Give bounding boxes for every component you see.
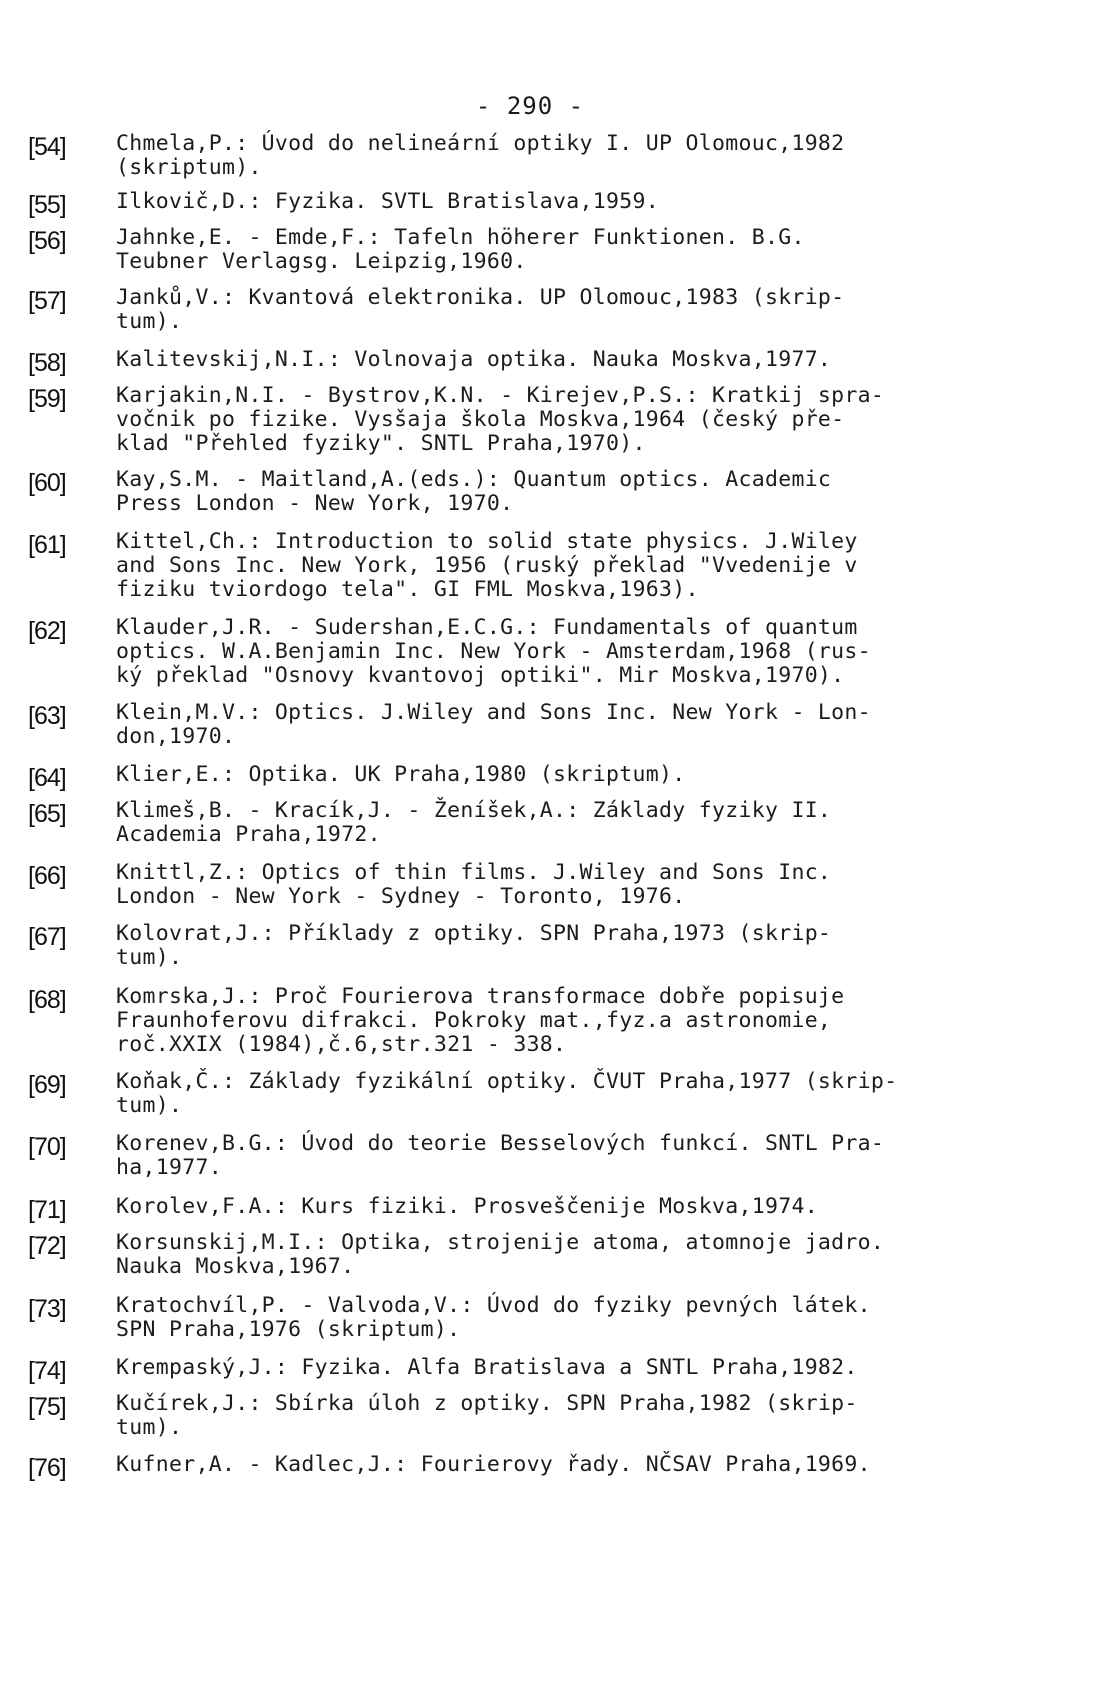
reference-entry xyxy=(28,226,1068,274)
page-number: - 290 - xyxy=(475,92,585,120)
reference-number: [63] xyxy=(28,702,66,730)
reference-entry xyxy=(28,616,1068,688)
reference-list xyxy=(28,132,1068,1480)
reference-number: [70] xyxy=(28,1133,66,1161)
reference-entry xyxy=(28,384,1068,456)
reference-text: Kalitevskij,N.I.: Volnovaja optika. Nauka Moskva,1977. xyxy=(116,347,832,372)
reference-text: Koňak,Č.: Základy fyzikální optiky. ČVUT Praha,1977 (skrip- tum). xyxy=(116,1069,898,1118)
reference-number: [72] xyxy=(28,1232,66,1260)
reference-entry xyxy=(28,348,1068,375)
reference-text: Kittel,Ch.: Introduction to solid state physics. J.Wiley and Sons Inc. New York, 1956 (ruský překlad "Vvedenije v fiziku tviordogo tela". GI FML Moskva,1963). xyxy=(116,529,858,602)
reference-text: Klimeš,B. - Kracík,J. - Ženíšek,A.: Základy fyziky II. Academia Praha,1972. xyxy=(116,798,832,847)
reference-text: Klauder,J.R. - Sudershan,E.C.G.: Fundamentals of quantum optics. W.A.Benjamin Inc. New York - Amsterdam,1968 (rus- ký překlad "Osnovy kvantovoj optiki". Mir Moskva,1970). xyxy=(116,615,871,688)
reference-text: Ilkovič,D.: Fyzika. SVTL Bratislava,1959. xyxy=(116,189,660,214)
reference-entry xyxy=(28,1392,1068,1440)
reference-entry xyxy=(28,799,1068,847)
reference-text: Kratochvíl,P. - Valvoda,V.: Úvod do fyziky pevných látek. SPN Praha,1976 (skriptum). xyxy=(116,1293,871,1342)
reference-number: [66] xyxy=(28,862,66,890)
reference-entry xyxy=(28,985,1068,1057)
reference-text: Komrska,J.: Proč Fourierova transformace dobře popisuje Fraunhoferovu difrakci. Pokroky mat.,fyz.a astronomie, roč.XXIX (1984),č.6,str.321 - 338. xyxy=(116,984,845,1057)
reference-number: [75] xyxy=(28,1393,66,1421)
reference-entry xyxy=(28,286,1068,334)
reference-number: [69] xyxy=(28,1071,66,1099)
reference-text: Krempaský,J.: Fyzika. Alfa Bratislava a SNTL Praha,1982. xyxy=(116,1355,858,1380)
reference-text: Karjakin,N.I. - Bystrov,K.N. - Kirejev,P.S.: Kratkij spra- vočnik po fizike. Vysšaja škola Moskva,1964 (český pře- klad "Přehled fyziky". SNTL Praha,1970). xyxy=(116,383,885,456)
reference-entry xyxy=(28,1453,1068,1480)
reference-text: Kufner,A. - Kadlec,J.: Fourierovy řady. NČSAV Praha,1969. xyxy=(116,1452,871,1477)
reference-text: Kučírek,J.: Sbírka úloh z optiky. SPN Praha,1982 (skrip- tum). xyxy=(116,1391,858,1440)
reference-number: [76] xyxy=(28,1454,66,1482)
reference-entry xyxy=(28,530,1068,602)
reference-entry xyxy=(28,701,1068,749)
reference-number: [55] xyxy=(28,191,66,219)
reference-number: [61] xyxy=(28,531,66,559)
reference-number: [71] xyxy=(28,1196,66,1224)
reference-text: Chmela,P.: Úvod do nelineární optiky I. UP Olomouc,1982 (skriptum). xyxy=(116,131,845,180)
reference-text: Kay,S.M. - Maitland,A.(eds.): Quantum optics. Academic Press London - New York, 1970. xyxy=(116,467,832,516)
reference-entry xyxy=(28,1132,1068,1180)
reference-entry xyxy=(28,922,1068,970)
reference-text: Knittl,Z.: Optics of thin films. J.Wiley and Sons Inc. London - New York - Sydney - Toronto, 1976. xyxy=(116,860,832,909)
reference-number: [60] xyxy=(28,469,66,497)
reference-entry xyxy=(28,468,1068,516)
reference-entry xyxy=(28,861,1068,909)
reference-entry xyxy=(28,1195,1068,1222)
reference-entry xyxy=(28,1294,1068,1342)
reference-number: [67] xyxy=(28,923,66,951)
reference-number: [58] xyxy=(28,349,66,377)
reference-number: [62] xyxy=(28,617,66,645)
reference-number: [64] xyxy=(28,764,66,792)
reference-number: [68] xyxy=(28,986,66,1014)
reference-number: [59] xyxy=(28,385,66,413)
reference-text: Klier,E.: Optika. UK Praha,1980 (skriptum). xyxy=(116,762,686,787)
reference-text: Korsunskij,M.I.: Optika, strojenije atoma, atomnoje jadro. Nauka Moskva,1967. xyxy=(116,1230,885,1279)
reference-number: [65] xyxy=(28,800,66,828)
reference-number: [74] xyxy=(28,1357,66,1385)
reference-entry xyxy=(28,190,1068,217)
reference-text: Korenev,B.G.: Úvod do teorie Besselových funkcí. SNTL Pra- ha,1977. xyxy=(116,1131,885,1180)
reference-number: [54] xyxy=(28,133,66,161)
reference-text: Janků,V.: Kvantová elektronika. UP Olomouc,1983 (skrip- tum). xyxy=(116,285,845,334)
reference-text: Kolovrat,J.: Příklady z optiky. SPN Praha,1973 (skrip- tum). xyxy=(116,921,832,970)
reference-text: Korolev,F.A.: Kurs fiziki. Prosveščenije Moskva,1974. xyxy=(116,1194,818,1219)
reference-entry xyxy=(28,763,1068,790)
reference-number: [56] xyxy=(28,227,66,255)
reference-number: [57] xyxy=(28,287,66,315)
reference-text: Klein,M.V.: Optics. J.Wiley and Sons Inc. New York - Lon- don,1970. xyxy=(116,700,871,749)
reference-entry xyxy=(28,1356,1068,1383)
reference-number: [73] xyxy=(28,1295,66,1323)
reference-text: Jahnke,E. - Emde,F.: Tafeln höherer Funktionen. B.G. Teubner Verlagsg. Leipzig,1960. xyxy=(116,225,805,274)
reference-entry xyxy=(28,1070,1068,1118)
reference-entry xyxy=(28,132,1068,180)
reference-entry xyxy=(28,1231,1068,1279)
